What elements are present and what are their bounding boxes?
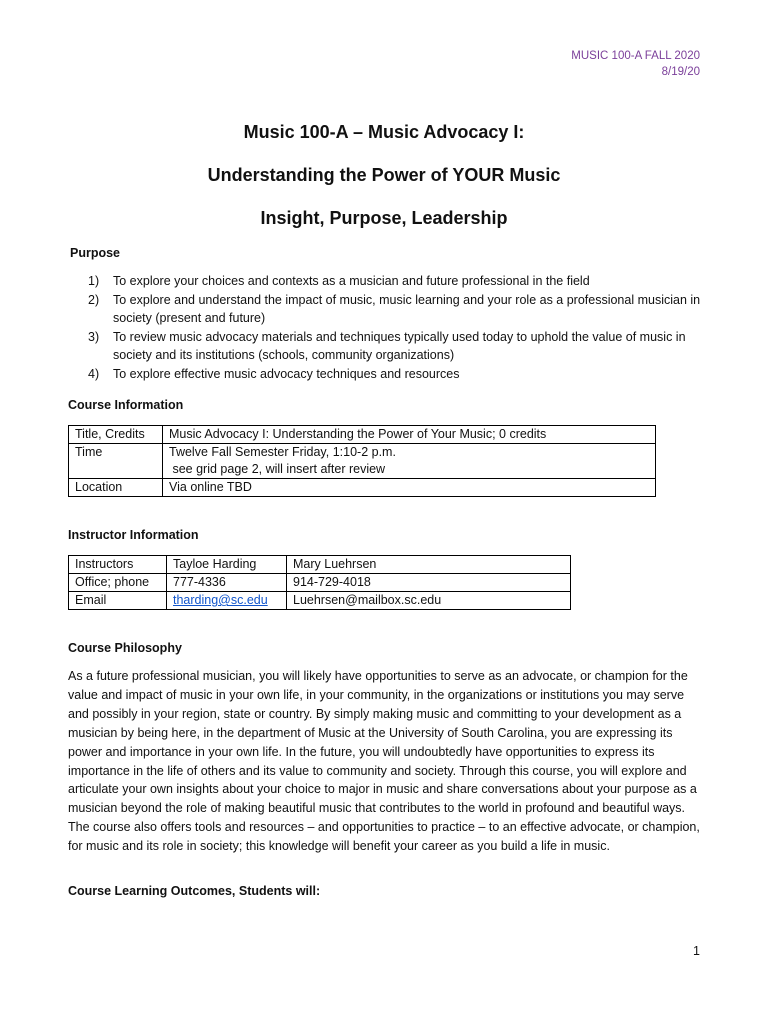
email-link-harding[interactable]: tharding@sc.edu [173,593,268,607]
document-tagline: Insight, Purpose, Leadership [260,208,508,228]
table-cell-value: Music Advocacy I: Understanding the Power of Your Music; 0 credits [163,426,656,444]
philosophy-heading: Course Philosophy [68,641,182,655]
table-cell-value: Luehrsen@mailbox.sc.edu [287,592,571,610]
table-cell-label: Title, Credits [69,426,163,444]
course-info-table [68,425,656,497]
purpose-item [68,328,704,365]
instructor-info-heading: Instructor Information [68,528,199,542]
table-row [69,592,571,610]
table-cell-value: 777-4336 [167,574,287,592]
time-line-1: Twelve Fall Semester Friday, 1:10-2 p.m. [169,445,396,459]
table-cell-value: Tayloe Harding [167,556,287,574]
table-row [69,556,571,574]
purpose-item-text: To explore and understand the impact of music, music learning and your role as a professional musician in society (present and future) [113,292,701,325]
table-cell-label: Email [69,592,167,610]
purpose-item [68,272,704,291]
purpose-item-text: To explore your choices and contexts as a musician and future professional in the field [113,274,590,288]
running-header [571,48,700,80]
table-row [69,479,656,497]
table-cell-value: Mary Luehrsen [287,556,571,574]
purpose-item [68,291,704,328]
table-cell-value: Via online TBD [163,479,656,497]
table-cell-value [167,592,287,610]
table-row [69,574,571,592]
table-row [69,426,656,444]
purpose-list [68,272,704,383]
table-row [69,444,656,479]
page-number: 1 [693,944,700,958]
purpose-item-number: 2) [88,292,100,307]
course-info-heading: Course Information [68,398,184,412]
purpose-item-text: To review music advocacy materials and techniques typically used today to uphold the value of music in society and its institutions (schools, community organizations) [113,329,686,362]
time-line-2: see grid page 2, will insert after review [169,462,386,476]
document-title: Music 100-A – Music Advocacy I: [243,122,525,142]
header-date: 8/19/20 [661,66,700,78]
purpose-item-number: 1) [88,274,100,288]
purpose-heading: Purpose [70,246,121,260]
table-cell-label: Office; phone [69,574,167,592]
header-course-line: MUSIC 100-A FALL 2020 [571,50,700,62]
table-cell-label: Instructors [69,556,167,574]
outcomes-heading: Course Learning Outcomes, Students will: [68,884,321,898]
table-cell-value [163,444,656,479]
table-cell-label: Location [69,479,163,497]
purpose-item-number: 4) [88,366,100,381]
document-subtitle: Understanding the Power of YOUR Music [207,165,561,185]
purpose-item-text: To explore effective music advocacy techniques and resources [113,366,460,381]
instructor-info-table [68,555,571,610]
table-cell-value: 914-729-4018 [287,574,571,592]
philosophy-paragraph: As a future professional musician, you will likely have opportunities to serve as an advocate, or champion for the value and impact of music in your own life, in your community, in the organizations or institutions you may serve and possibly in your region, state or country. By simply making music and committing to your development as a musician by being here, in the department of Music at the University of South Carolina, you are expressing its power and importance in your own life. In the future, you will undoubtedly have opportunities to express its importance in the life of others and its value to community and society. Through this course, you will explore and articulate your own insights about your choice to major in music and share conversations about your purpose as a musician beyond the role of making beautiful music that contributes to the world in profound and beautiful ways. The course also offers tools and resources – and opportunities to practice – to an effective advocate, or champion, for music and its role in society; this knowledge will benefit your career as you build a life in music. [68,669,700,854]
purpose-item [68,365,704,384]
purpose-item-number: 3) [88,329,100,344]
table-cell-label: Time [69,444,163,479]
